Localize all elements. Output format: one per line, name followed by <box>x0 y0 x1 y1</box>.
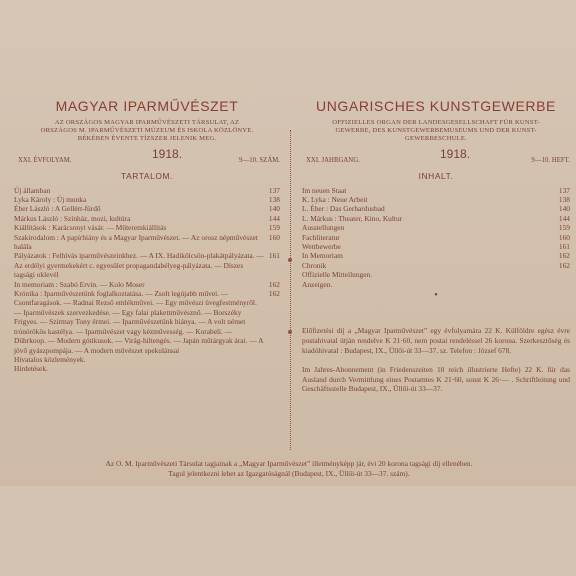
german-column <box>302 96 570 394</box>
toc-entry <box>302 195 570 204</box>
toc-entry-page: 161 <box>268 251 280 261</box>
toc-entry-text: Hirdetések. <box>14 364 48 374</box>
toc-title-de: INHALT. <box>418 171 454 182</box>
toc-entry-text: L. Éber : Das Gerhardusbad <box>302 204 385 214</box>
toc-entry <box>302 270 570 279</box>
toc-entry-text: Kiállítások : Karácsonyi vásár. — Műteremkiállítás <box>14 223 167 233</box>
toc-list-de <box>302 186 570 289</box>
toc-list-hu <box>14 186 280 374</box>
toc-entry-page: 159 <box>558 223 570 233</box>
toc-entry-text: Ausstellungen <box>302 223 345 233</box>
toc-entry <box>302 233 570 242</box>
toc-entry <box>302 214 570 223</box>
toc-entry <box>302 204 570 213</box>
toc-entry-page: 144 <box>558 213 570 223</box>
toc-entry <box>302 261 570 270</box>
subtitle-line: GEWERBE, DES KUNSTGEWERBEMUSEUMS UND DER KUNST- <box>335 127 537 134</box>
volume-label: XXI. JAHRGANG. <box>306 157 360 165</box>
toc-entry <box>302 186 570 195</box>
toc-title-hu: TARTALOM. <box>121 171 173 182</box>
masthead-de: UNGARISCHES KUNSTGEWERBE <box>316 98 556 114</box>
masthead-hu: MAGYAR IPARMŰVÉSZET <box>55 98 239 114</box>
issue-number: 9—10. HEFT. <box>531 157 570 165</box>
toc-entry-page: 137 <box>268 185 280 195</box>
column-divider <box>290 130 292 450</box>
toc-entry-text: Lyka Károly : Új munka <box>14 195 87 204</box>
toc-entry-text: Hivatalos közlemények. <box>14 354 86 364</box>
toc-entry-page: 140 <box>558 204 570 214</box>
toc-entry-text: Anzeigen. <box>302 279 333 289</box>
toc-entry-text: In Memoriam <box>302 251 343 261</box>
divider-dot-icon <box>288 330 292 334</box>
toc-entry-text: Márkus László : Színház, mozi, kultúra <box>14 213 131 223</box>
toc-entry-page: 162 <box>558 260 570 270</box>
subscription-notice-hu: Előfizetési díj a „Magyar Iparművészet” egy évfolyamára 22 K. Külföldre egész évre postahivatal útján rendelve K 21·60, nem postai rendeléssel 26 korona. Szerkesztőség és kiadóhivatal : Budapest, IX., Üllői-út 33—37. sz. Telefon : József 678. <box>302 326 570 355</box>
year-label: 1918. <box>152 147 183 162</box>
page-bottom-margin <box>0 486 576 576</box>
footer-line: Tagul jelentkezni lehet az Igazgatóságnál (Budapest, IX., Üllői-út 33—37. szám). <box>168 469 410 478</box>
toc-entry-page: 140 <box>268 204 280 214</box>
subtitle-line: BÉKÉBEN ÉVENTE TÍZSZER JELENIK MEG. <box>77 134 217 142</box>
toc-entry <box>14 223 280 232</box>
toc-entry-page: 161 <box>558 242 570 252</box>
toc-entry <box>14 186 280 195</box>
toc-entry-text: K. Lyka : Neue Arbeit <box>302 195 368 204</box>
subtitle-de <box>302 119 570 142</box>
toc-entry-text: Offizielle Mitteilungen. <box>302 270 373 280</box>
toc-entry-page: 144 <box>268 213 280 223</box>
volume-label: XXI. ÉVFOLYAM. <box>18 157 72 165</box>
issue-number: 9—10. SZÁM. <box>239 157 280 165</box>
toc-entry-text: Fachliteratur <box>302 232 340 242</box>
subtitle-line: AZ ORSZÁGOS MAGYAR IPARMŰVÉSZETI TÁRSULAT, AZ <box>54 119 240 127</box>
toc-entry <box>302 280 570 289</box>
subtitle-hu <box>14 119 280 142</box>
toc-entry <box>302 242 570 251</box>
toc-entry-text: L. Márkus : Theater, Kino, Kultur <box>302 213 403 223</box>
issue-row-hu <box>14 147 280 168</box>
toc-entry-text: In memoriam : Szabó Ervin. — Kolo Moser <box>14 279 145 289</box>
toc-entry <box>14 251 280 279</box>
toc-entry <box>14 355 280 364</box>
subtitle-line: OFFIZIELLES ORGAN DER LANDESGESELLSCHAFT FÜR KUNST- <box>332 119 540 127</box>
toc-entry-text: Pályázatok : Felhívás iparművészeinkhez. — A IX. Hadikölcsön-plakátpályázata. — Az erdélyi gyermekekért c. egyesület propagandabélyeg-pályázata. — Díszes tagsági oklevél <box>14 251 264 280</box>
toc-entry-page: 162 <box>268 289 280 299</box>
toc-entry-page: 138 <box>558 195 570 204</box>
subtitle-line: GEWERBESCHULE. <box>405 134 467 142</box>
toc-entry-page: 162 <box>268 279 280 289</box>
toc-entry-text: Éber László : A Gellért-fürdő <box>14 204 101 214</box>
toc-entry-text: Új államban <box>14 185 51 195</box>
toc-entry-page: 162 <box>558 251 570 261</box>
toc-entry <box>302 223 570 232</box>
issue-row-de <box>302 147 570 168</box>
toc-entry <box>14 204 280 213</box>
toc-entry-page: 160 <box>268 232 280 242</box>
toc-entry <box>14 233 280 252</box>
toc-entry-text: Chronik <box>302 260 327 270</box>
subscription-notice-de: Im Jahres-Abonnement (in Friedenszeiten 10 reich illustrierte Hefte) 22 K. für das Ausland durch Vermittlung eines Postamtes K 21·60, sonst K 26·— . Schriftleitung und Geschäftsstelle Budapest, IX., Üllői-út 33—37. <box>302 365 570 394</box>
toc-entry <box>14 280 280 289</box>
toc-entry <box>14 289 280 355</box>
toc-entry-text: Szakirodalom : A papírhiány és a Magyar Iparművészet. — Az orosz népművészet halála <box>14 232 258 252</box>
toc-entry-text: Krónika : Iparművészetünk foglalkoztatása. — Zsolt legújabb művei. — Csontfaragások. — Radnai Rezső emlékművei. — Egy művészi üvegfestményről. — Iparművészek szervezkedése. — Egy falai plakettművésznő. — Borszéky Frigyes. — Szirmay Tony érmei. — Iparművészetünk hiánya. — A volt német trónörökös kastélya. — Iparművészet vagy kézművesség. — Korabeli. — Dührkoop. — Modern gótikusok. — Virág-hiltengés. — Japán műtárgyak árai. — A jövő gyászpompája. — A modern művészet spekulánsai <box>14 289 264 355</box>
toc-entry-page: 137 <box>558 185 570 195</box>
toc-entry-page: 160 <box>558 232 570 242</box>
toc-entry <box>14 195 280 204</box>
footer-line: Az O. M. Iparművészeti Társulat tagjainak a „Magyar Iparművészet” illetményképp jár, évi 20 korona tagsági díj ellenében. <box>105 459 473 468</box>
toc-entry-text: Im neuen Staat <box>302 185 347 195</box>
hungarian-column <box>14 96 280 374</box>
membership-footer <box>24 459 554 479</box>
toc-entry-text: Wettbewerbe <box>302 242 341 252</box>
subtitle-line: ORSZÁGOS M. IPARMŰVÉSZETI MÚZEUM ÉS ISKOLA KÖZLÖNYE. <box>40 127 254 134</box>
year-label: 1918. <box>440 147 471 162</box>
toc-entry <box>302 251 570 260</box>
divider-dot-icon <box>288 258 292 262</box>
toc-entry <box>14 364 280 373</box>
toc-entry-page: 138 <box>268 195 280 204</box>
toc-entry <box>14 214 280 223</box>
toc-entry-page: 159 <box>268 223 280 233</box>
bullet-icon: • <box>434 290 438 302</box>
